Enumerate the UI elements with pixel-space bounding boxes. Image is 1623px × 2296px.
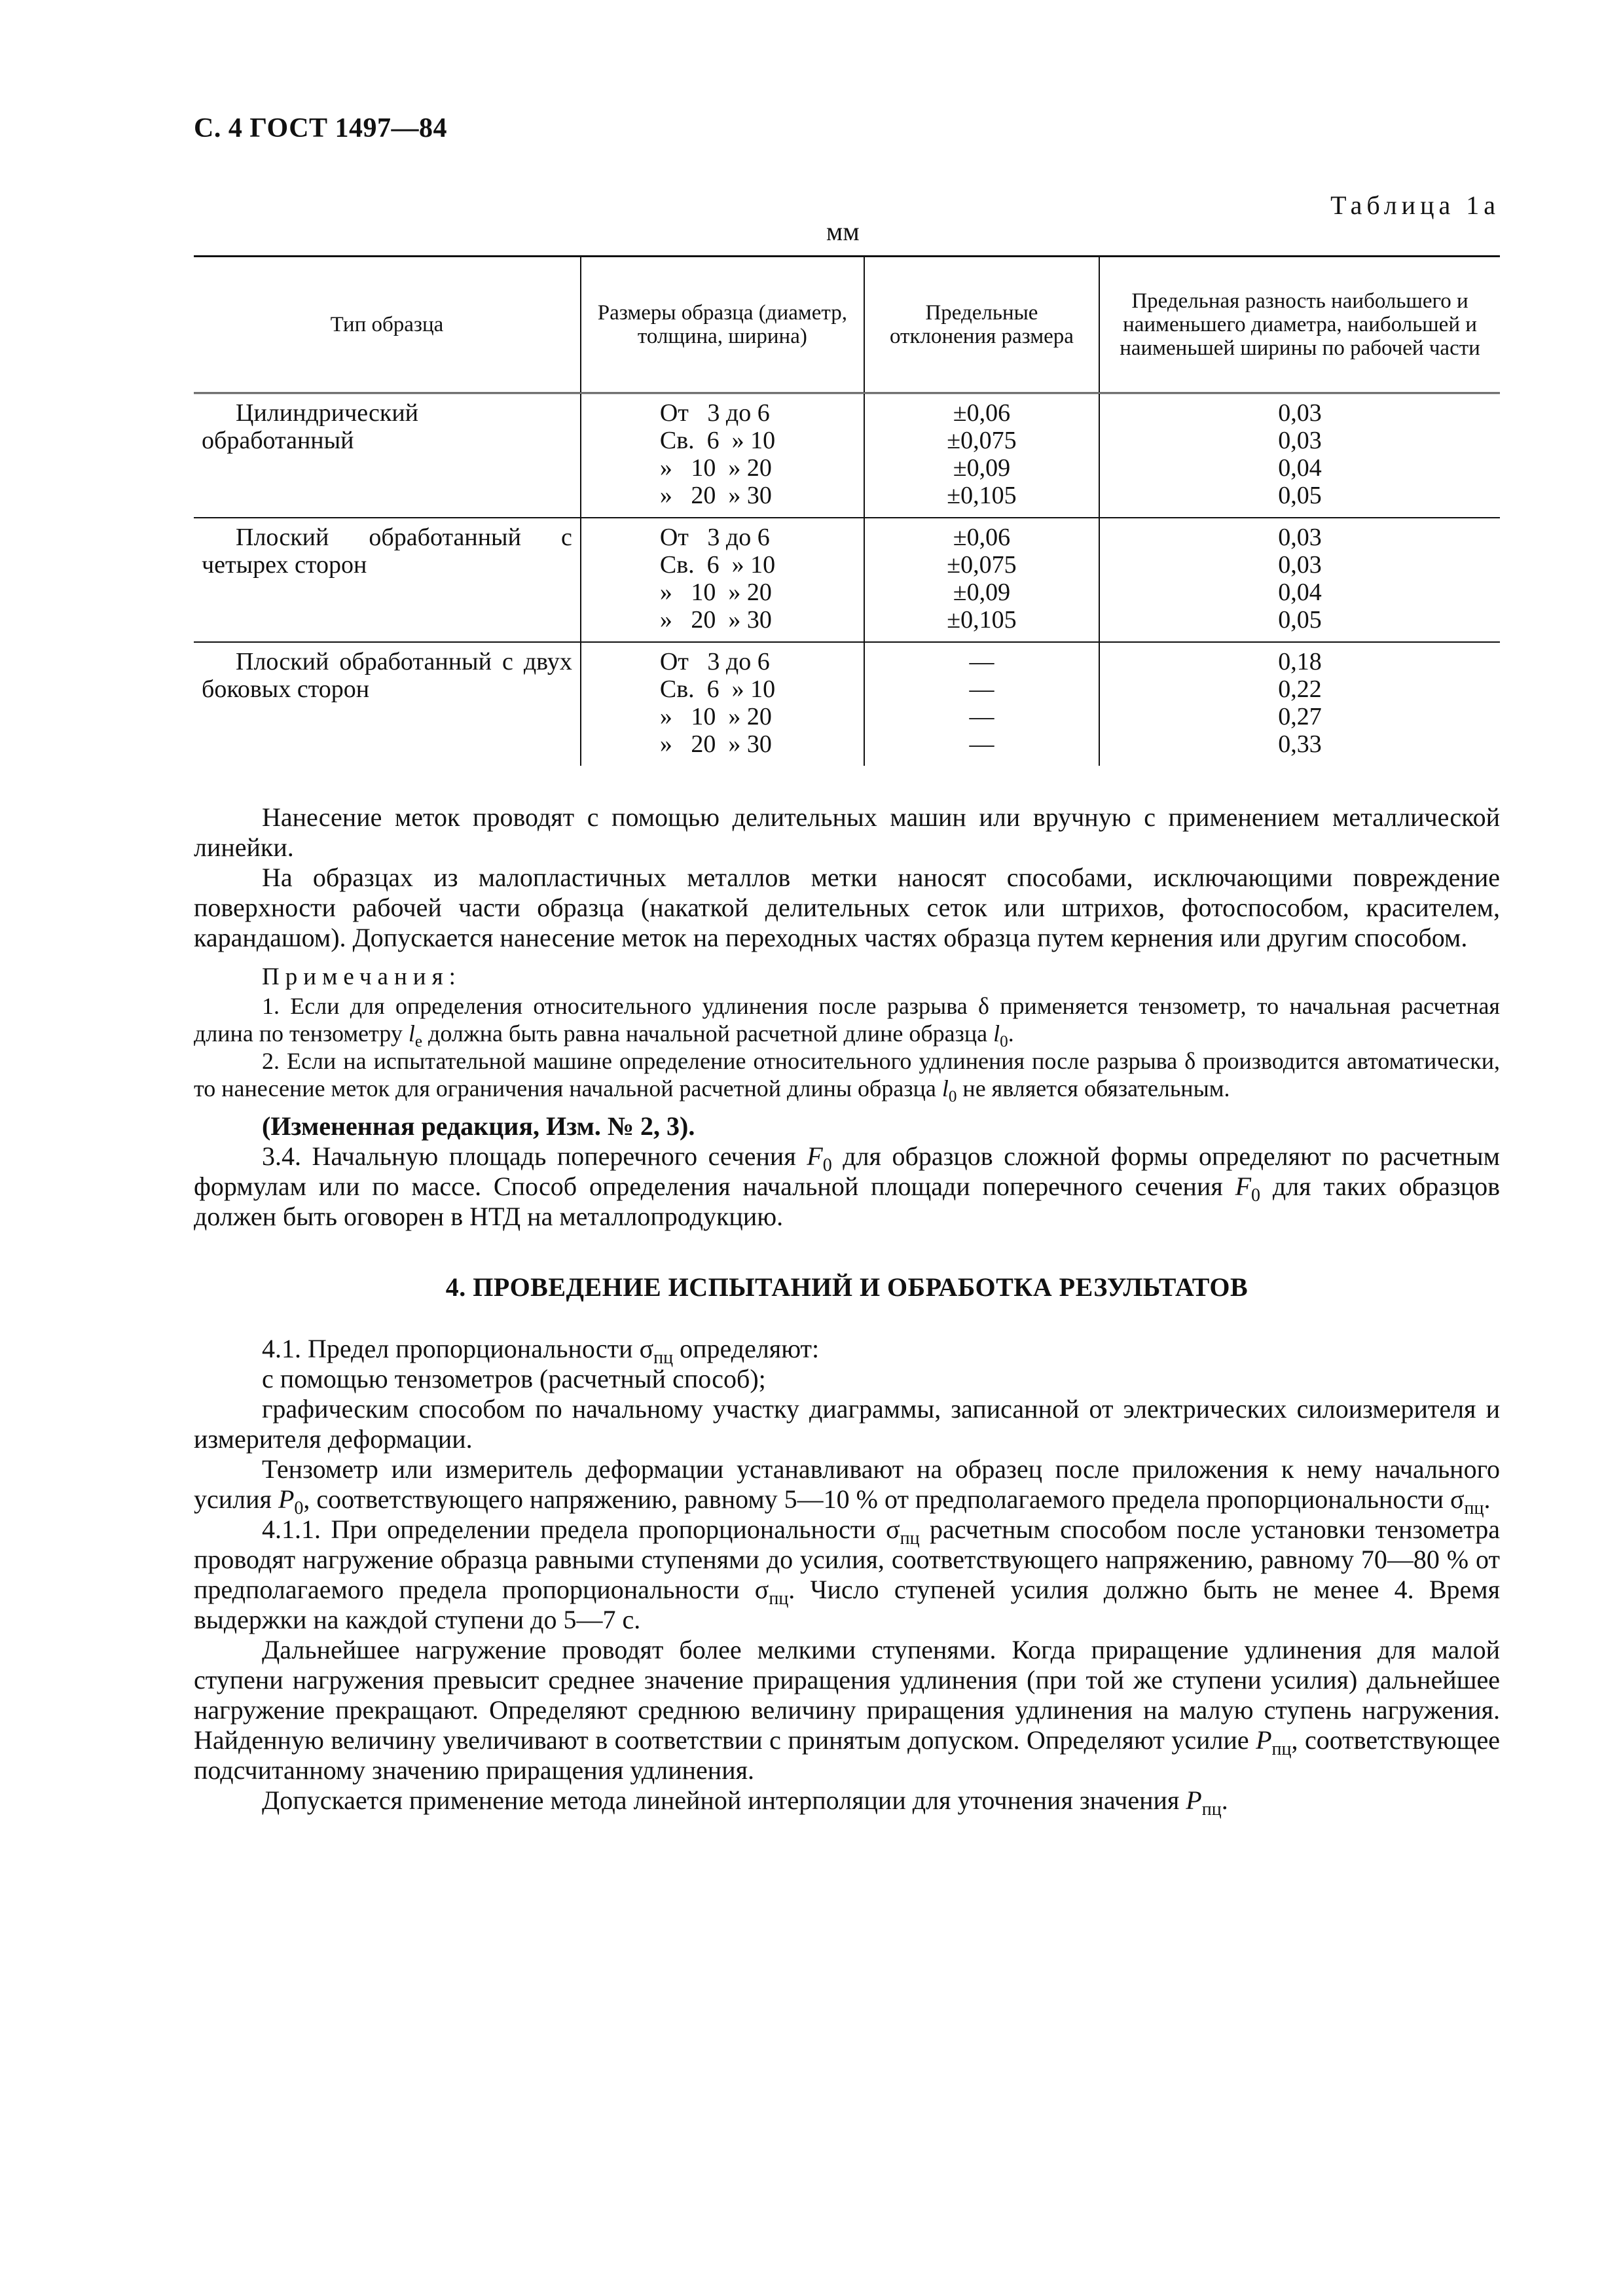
deviation-value: ±0,06 xyxy=(953,399,1011,427)
sizes-cell xyxy=(581,393,864,518)
specimen-type-cell xyxy=(194,393,581,518)
paragraph-marking: Нанесение меток проводят с помощью делительных машин или вручную с применением металлической линейки. xyxy=(194,802,1500,862)
deviation-value: ±0,09 xyxy=(953,454,1011,482)
paragraph-marking-methods: На образцах из малопластичных металлов метки наносят способами, исключающими повреждение поверхности рабочей части образца (накаткой делительных сеток или штрихов, фотоспособом, красителем, карандашом). Допускается нанесение меток на переходных частях образца путем кернения или другим способом. xyxy=(194,863,1500,952)
deviation-value: — xyxy=(969,648,994,675)
difference-value: 0,03 xyxy=(1278,427,1322,454)
sizes-cell xyxy=(581,518,864,642)
page-header: С. 4 ГОСТ 1497—84 xyxy=(194,113,448,143)
difference-value: 0,33 xyxy=(1278,730,1322,758)
column-header: Предельные отклонения размера xyxy=(864,257,1099,393)
body-text xyxy=(194,802,1500,1820)
column-header: Предельная разность наибольшего и наименьшего диаметра, наибольшей и наименьшей ширины по рабочей части xyxy=(1099,257,1500,393)
size-range: » 20 » 30 xyxy=(659,482,772,509)
note-2: 2. Если на испытательной машине определение относительного удлинения после разрыва δ производится автоматически, то нанесение меток для ограничения начальной расчетной длины образца $l_0$ не является обязательным. xyxy=(194,1048,1500,1106)
table-row xyxy=(194,518,1500,642)
spec-table xyxy=(194,255,1500,766)
specimen-type: Цилиндрический обработанный xyxy=(202,399,419,454)
difference-value: 0,04 xyxy=(1278,454,1322,482)
paragraph-4-1-item-1: с помощью тензометров (расчетный способ); xyxy=(262,1364,766,1393)
deviation-value: ±0,105 xyxy=(947,606,1017,634)
differences-cell xyxy=(1099,518,1500,642)
differences-cell xyxy=(1099,393,1500,518)
difference-value: 0,03 xyxy=(1278,524,1322,551)
table-row xyxy=(194,642,1500,766)
spec-table-wrapper xyxy=(194,255,1500,766)
table-units: мм xyxy=(826,217,860,246)
deviation-value: ±0,105 xyxy=(947,482,1017,509)
deviation-value: ±0,09 xyxy=(953,579,1011,606)
paragraph-4-1-item-2: графическим способом по начальному участку диаграммы, записанной от электрических силоизмерителя и измерителя деформации. xyxy=(194,1394,1500,1454)
size-range: » 10 » 20 xyxy=(659,579,772,606)
paragraph-4-1: 4.1. Предел пропорциональности $\sigma_{пц}$ определяют: xyxy=(262,1334,820,1368)
specimen-type: Плоский обработанный с двух боковых сторон xyxy=(202,648,572,703)
deviations-cell xyxy=(864,518,1099,642)
specimen-type-cell xyxy=(194,518,581,642)
paragraph-4-1-1: 4.1.1. При определении предела пропорциональности $\sigma_{пц}$ расчетным способом после установки тензометра проводят нагружение образца равными ступенями до усилия, соответствующего напряжению, равному 70—80 % от предполагаемого предела пропорциональности $\sigma_{пц}$. Число ступеней усилия должно быть не менее 4. Время выдержки на каждой ступени до 5—7 с. xyxy=(194,1515,1500,1634)
size-range: » 20 » 30 xyxy=(659,606,772,634)
deviations-cell xyxy=(864,393,1099,518)
size-range: От 3 до 6 xyxy=(659,648,770,675)
table-header-row xyxy=(194,257,1500,393)
difference-value: 0,27 xyxy=(1278,703,1322,730)
section-4-title: 4. ПРОВЕДЕНИЕ ИСПЫТАНИЙ И ОБРАБОТКА РЕЗУЛЬТАТОВ xyxy=(445,1272,1249,1302)
size-range: Св. 6 » 10 xyxy=(659,427,776,454)
deviations-cell xyxy=(864,642,1099,766)
note-1: 1. Если для определения относительного удлинения после разрыва δ применяется тензометр, то начальная расчетная длина по тензометру $l_е$ должна быть равна начальной расчетной длине образца $l_0$. xyxy=(194,993,1500,1051)
size-range: От 3 до 6 xyxy=(659,399,770,427)
paragraph-strain-gauge: Тензометр или измеритель деформации устанавливают на образец после приложения к нему начального усилия $P_0$, соответствующего напряжению, равному 5—10 % от предполагаемого предела пропорциональности $\sigma_{пц}$. xyxy=(194,1454,1500,1518)
size-range: » 10 » 20 xyxy=(659,703,772,730)
deviation-value: — xyxy=(969,703,994,730)
deviation-value: ±0,06 xyxy=(953,524,1011,551)
size-range: » 10 » 20 xyxy=(659,454,772,482)
size-range: От 3 до 6 xyxy=(659,524,770,551)
amendment-note: (Измененная редакция, Изм. № 2, 3). xyxy=(262,1111,695,1141)
difference-value: 0,05 xyxy=(1278,482,1322,509)
deviation-value: ±0,075 xyxy=(947,551,1017,579)
difference-value: 0,04 xyxy=(1278,579,1322,606)
specimen-type-cell xyxy=(194,642,581,766)
difference-value: 0,03 xyxy=(1278,399,1322,427)
notes-title: Примечания: xyxy=(262,963,462,990)
sizes-cell xyxy=(581,642,864,766)
paragraph-interpolation: Допускается применение метода линейной интерполяции для уточнения значения $P_{пц}$. xyxy=(262,1785,1228,1820)
size-range: » 20 » 30 xyxy=(659,730,772,758)
paragraph-further-loading: Дальнейшее нагружение проводят более мелкими ступенями. Когда приращение удлинения для малой ступени нагружения превысит среднее значение приращения удлинения (при той же ступени усилия) дальнейшее нагружение прекращают. Определяют среднюю величину приращения удлинения на малую ступень нагружения. Найденную величину увеличивают в соответствии с принятым допуском. Определяют усилие $P_{пц}$, соответствующее подсчитанному значению приращения удлинения. xyxy=(194,1635,1500,1785)
deviation-value: — xyxy=(969,675,994,703)
size-range: Св. 6 » 10 xyxy=(659,675,776,703)
specimen-type: Плоский обработанный с четырех сторон xyxy=(202,524,572,579)
column-header: Размеры образца (диаметр, толщина, ширина) xyxy=(581,257,864,393)
difference-value: 0,22 xyxy=(1278,675,1322,703)
size-range: Св. 6 » 10 xyxy=(659,551,776,579)
differences-cell xyxy=(1099,642,1500,766)
deviation-value: — xyxy=(969,730,994,758)
difference-value: 0,03 xyxy=(1278,551,1322,579)
difference-value: 0,18 xyxy=(1278,648,1322,675)
deviation-value: ±0,075 xyxy=(947,427,1017,454)
column-header: Тип образца xyxy=(194,257,581,393)
paragraph-3-4: 3.4. Начальную площадь поперечного сечения $F_0$ для образцов сложной формы определяют по расчетным формулам или по массе. Способ определения начальной площади поперечного сечения $F_0$ для таких образцов должен быть оговорен в НТД на металлопродукцию. xyxy=(194,1141,1500,1231)
table-row xyxy=(194,393,1500,518)
difference-value: 0,05 xyxy=(1278,606,1322,634)
table-caption: Таблица 1а xyxy=(1330,190,1500,220)
